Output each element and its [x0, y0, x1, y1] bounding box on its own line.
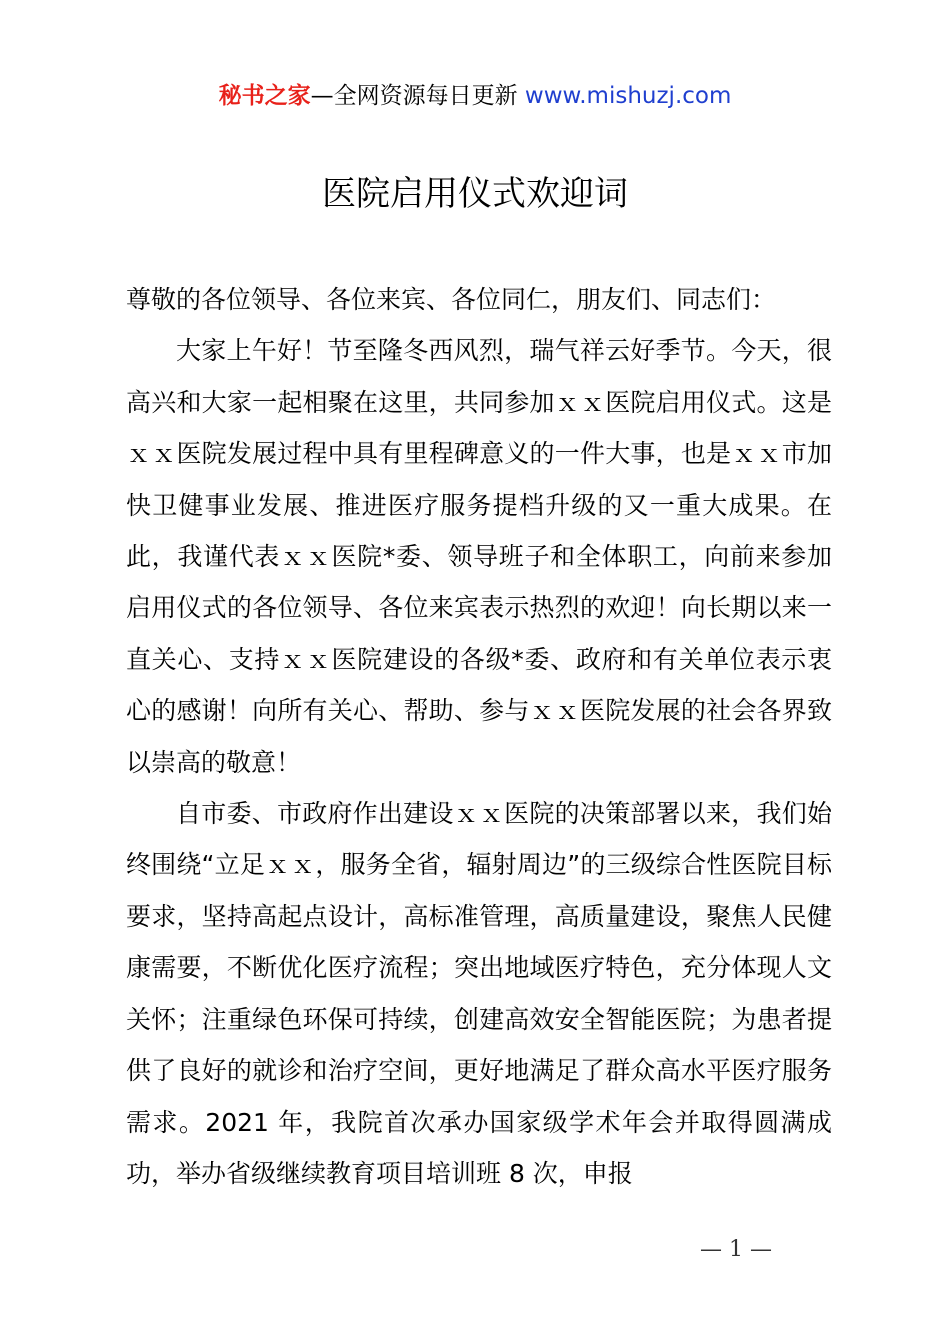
document-title: 医院启用仪式欢迎词 — [322, 174, 628, 214]
site-url-link[interactable]: www.mishuzj.com — [524, 83, 732, 109]
page-number: — 1 — — [700, 1237, 772, 1262]
paragraph-development: 自市委、市政府作出建设ｘｘ医院的决策部署以来，我们始终围绕“立足ｘｘ，服务全省，辐射周边”的三级综合性医院目标要求，坚持高起点设计，高标准管理，高质量建设，聚焦人民健康需要，不断优化医疗流程；突出地域医疗特色，充分体现人文关怀；注重绿色环保可持续，创建高效安全智能医院；为患者提供了良好的就诊和治疗空间，更好地满足了群众高水平医疗服务需求。2021 年，我院首次承办国家级学术年会并取得圆满成功，举办省级继续教育项目培训班 8 次，申报 — [126, 799, 832, 1188]
paragraph-welcome: 大家上午好！节至隆冬西风烈，瑞气祥云好季节。今天，很高兴和大家一起相聚在这里，共同参加ｘｘ医院启用仪式。这是ｘｘ医院发展过程中具有里程碑意义的一件大事，也是ｘｘ市加快卫健事业发展、推进医疗服务提档升级的又一重大成果。在此，我谨代表ｘｘ医院*委、领导班子和全体职工，向前来参加启用仪式的各位领导、各位来宾表示热烈的欢迎！向长期以来一直关心、支持ｘｘ医院建设的各级*委、政府和有关单位表示衷心的感谢！向所有关心、帮助、参与ｘｘ医院发展的社会各界致以崇高的敬意！ — [126, 336, 832, 777]
site-brand: 秘书之家 — [218, 83, 311, 109]
site-tagline: —全网资源每日更新 — [310, 83, 518, 109]
document-body — [126, 274, 832, 1199]
salutation: 尊敬的各位领导、各位来宾、各位同仁，朋友们、同志们： — [126, 285, 777, 314]
site-header — [0, 78, 950, 114]
